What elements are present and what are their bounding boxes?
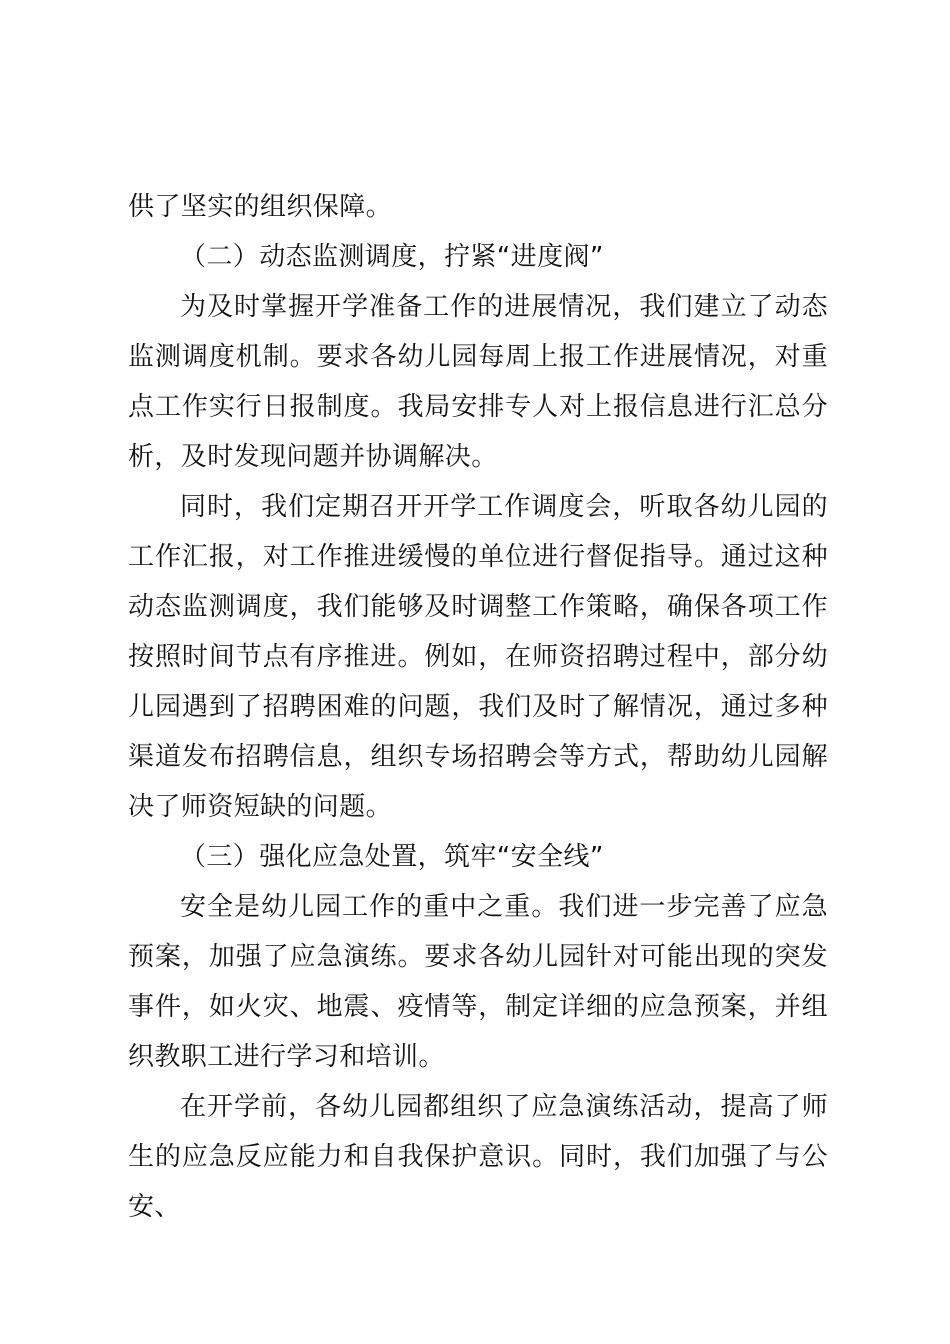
section-heading-2: （二）动态监测调度，拧紧“进度阀” [180,242,604,272]
document-body [128,182,828,1232]
body-paragraph: 安全是幼儿园工作的重中之重。我们进一步完善了应急预案，加强了应急演练。要求各幼儿园针对可能出现的突发事件，如火灾、地震、疫情等，制定详细的应急预案，并组织教职工进行学习和培训。 [128,892,828,1072]
body-paragraph: 为及时掌握开学准备工作的进展情况，我们建立了动态监测调度机制。要求各幼儿园每周上报工作进展情况，对重点工作实行日报制度。我局安排专人对上报信息进行汇总分析，及时发现问题并协调解决。 [128,292,828,472]
section-heading-3: （三）强化应急处置，筑牢“安全线” [180,842,604,872]
body-paragraph: 在开学前，各幼儿园都组织了应急演练活动，提高了师生的应急反应能力和自我保护意识。同时，我们加强了与公安、 [128,1092,828,1222]
body-paragraph: 同时，我们定期召开开学工作调度会，听取各幼儿园的工作汇报，对工作推进缓慢的单位进行督促指导。通过这种动态监测调度，我们能够及时调整工作策略，确保各项工作按照时间节点有序推进。例如，在师资招聘过程中，部分幼儿园遇到了招聘困难的问题，我们及时了解情况，通过多种渠道发布招聘信息，组织专场招聘会等方式，帮助幼儿园解决了师资短缺的问题。 [128,492,828,822]
continuation-paragraph: 供了坚实的组织保障。 [128,192,393,222]
